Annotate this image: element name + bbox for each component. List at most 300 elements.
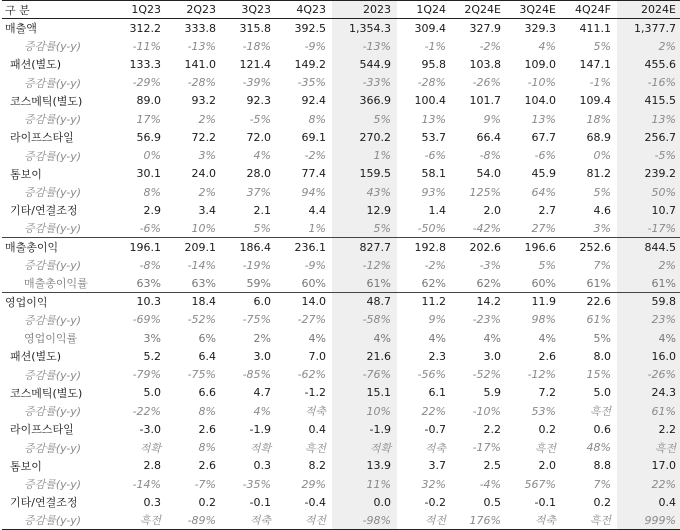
table-cell: 147.1 [579,57,611,71]
table-cell: 6.0 [222,293,277,311]
table-cell: 327.9 [469,21,501,35]
table-cell: 3.7 [428,459,446,473]
table-cell: 411.1 [579,21,611,35]
table-cell: 5.2 [143,349,161,363]
table-cell: 95.8 [421,57,446,71]
row-label: 영업이익률 [24,332,78,346]
table-cell: 92.4 [301,94,326,108]
row-label: 기타/연결조정 [10,496,78,510]
table-cell: 3.0 [483,349,501,363]
table-cell: 5% [593,39,611,53]
table-cell: 4% [538,39,556,53]
table-cell: 455.6 [617,55,680,73]
table-cell: 2% [198,112,216,126]
table-cell: 61% [586,276,611,290]
table-cell: 72.2 [191,130,216,144]
table-cell: 30.1 [136,167,161,181]
table-cell: -58% [332,311,397,329]
table-cell: -14% [187,258,216,272]
table-cell: -5% [249,112,271,126]
table-cell: 8% [143,185,161,199]
table-cell: 22% [421,404,446,418]
table-cell: 적전 [397,512,452,530]
table-row [2,384,680,402]
table-cell: 2% [253,331,271,345]
table-cell: 236.1 [277,238,332,256]
table-cell: -8% [139,258,161,272]
table-cell: 5% [538,258,556,272]
table-cell: 92.3 [246,94,271,108]
table-cell: -14% [132,477,161,491]
table-cell: 60% [531,276,556,290]
row-label: 영업이익 [2,293,112,311]
table-cell: -76% [332,366,397,384]
table-cell: 5% [332,220,397,238]
table-cell: 2.9 [143,203,161,217]
row-label: 라이프스타일 [10,131,74,145]
table-cell: 8.0 [593,349,611,363]
table-cell: 56.9 [136,130,161,144]
table-cell: 23% [617,311,680,329]
table-cell: 93% [421,185,446,199]
table-cell: 3.4 [198,203,216,217]
table-cell: -75% [242,313,271,327]
table-cell: 392.5 [294,21,326,35]
row-label: 라이프스타일 [10,423,74,437]
table-cell: 58.1 [421,167,446,181]
row-label: 증감률(y-y) [24,405,82,419]
table-cell: -6% [534,149,556,163]
table-cell: 544.9 [332,55,397,73]
table-cell: 17.0 [617,457,680,475]
table-cell: 141.0 [184,57,216,71]
table-cell: 4% [428,331,446,345]
table-cell: 8% [308,112,326,126]
row-label: 증감률(y-y) [24,368,82,382]
table-cell: -79% [132,368,161,382]
table-cell: 67.7 [531,130,556,144]
table-cell: -35% [297,76,326,90]
row-label: 패션(별도) [10,58,62,72]
table-row [2,274,680,292]
table-cell: 77.4 [301,167,326,181]
table-cell: -89% [167,512,222,530]
table-row [2,420,680,438]
table-cell: 81.2 [586,167,611,181]
table-cell: 흑전 [534,441,556,455]
row-label: 증감률(y-y) [24,313,82,327]
table-cell: 적확 [249,441,271,455]
table-cell: 0.4 [308,422,326,436]
table-cell: 43% [332,183,397,201]
row-label: 톰보이 [10,459,42,473]
table-cell: 24.0 [191,167,216,181]
table-cell: 2.2 [483,422,501,436]
table-cell: 329.3 [524,21,556,35]
table-cell: -33% [332,74,397,92]
table-cell: 121.4 [239,57,271,71]
table-cell: 29% [301,477,326,491]
table-cell: 적확 [139,441,161,455]
table-row [2,238,680,256]
table-cell: 2.0 [538,459,556,473]
table-cell: 186.4 [222,238,277,256]
table-cell: 100.4 [414,94,446,108]
table-row [2,128,680,146]
table-cell: 3% [593,221,611,235]
table-cell: 999% [617,512,680,530]
financial-table [2,0,680,530]
table-cell: 202.6 [452,238,507,256]
table-cell: 24.3 [617,384,680,402]
table-row [2,201,680,219]
table-cell: 3% [198,149,216,163]
table-cell: 22% [617,475,680,493]
table-cell: -56% [417,368,446,382]
table-cell: -0.1 [249,495,271,509]
table-row [2,329,680,347]
table-cell: -4% [479,477,501,491]
table-cell: -62% [297,368,326,382]
table-cell: 0.2 [593,495,611,509]
row-label: 증감률(y-y) [2,512,112,530]
table-cell: 13.9 [332,457,397,475]
table-cell: 적축 [304,405,326,419]
table-cell: -0.7 [424,422,446,436]
table-cell: 53.7 [421,130,446,144]
table-cell: -27% [297,313,326,327]
table-row [2,311,680,329]
table-row [2,19,680,37]
table-cell: 0% [143,149,161,163]
row-label: 패션(별도) [10,350,62,364]
table-cell: 53% [531,404,556,418]
table-cell: 22.6 [562,293,617,311]
table-cell: 252.6 [562,238,617,256]
table-cell: 4% [483,331,501,345]
table-cell: 2.1 [253,203,271,217]
table-cell: 93.2 [191,94,216,108]
table-cell: 3.0 [253,349,271,363]
table-cell: 0.5 [483,495,501,509]
table-cell: -29% [132,76,161,90]
table-cell: 37% [246,185,271,199]
table-cell: 3% [143,331,161,345]
table-cell: 2% [617,37,680,55]
table-cell: -23% [472,313,501,327]
table-cell: 59% [246,276,271,290]
table-cell: -75% [187,368,216,382]
table-cell: 315.8 [239,21,271,35]
table-cell: 10% [332,402,397,420]
row-label: 증감률(y-y) [24,149,82,163]
table-cell: 32% [421,477,446,491]
table-cell: 8.8 [593,459,611,473]
table-cell: -0.2 [424,495,446,509]
table-cell: 0.6 [593,422,611,436]
table-cell: 0.4 [617,493,680,511]
table-cell: 5.9 [483,386,501,400]
table-cell: 63% [136,276,161,290]
table-cell: 66.4 [476,130,501,144]
table-cell: 125% [469,185,501,199]
table-cell: 적축 [507,512,562,530]
row-label: 증감률(y-y) [24,259,82,273]
table-cell: 176% [452,512,507,530]
table-cell: 256.7 [617,128,680,146]
table-cell: 4% [538,331,556,345]
table-row [2,110,680,128]
table-row [2,55,680,73]
table-row [2,347,680,365]
table-cell: 309.4 [414,21,446,35]
table-cell: 62% [421,276,446,290]
table-row [2,293,680,311]
table-row [2,457,680,475]
table-row [2,439,680,457]
table-cell: 적확 [332,439,397,457]
table-cell: 6.1 [428,386,446,400]
table-cell: -6% [424,149,446,163]
header-label: 구 분 [2,1,112,19]
table-cell: 104.0 [524,94,556,108]
table-cell: 15.1 [332,384,397,402]
table-cell: 흑전 [589,405,611,419]
table-cell: 333.8 [184,21,216,35]
table-cell: 21.6 [332,347,397,365]
table-cell: 4% [332,329,397,347]
header-period: 1Q23 [112,1,167,19]
table-cell: 14.0 [277,293,332,311]
table-cell: 적축 [424,441,446,455]
table-cell: -6% [139,221,161,235]
table-cell: 5% [332,110,397,128]
table-cell: 61% [617,402,680,420]
table-cell: 209.1 [167,238,222,256]
table-cell: 9% [428,313,446,327]
row-label: 톰보이 [10,167,42,181]
table-cell: 89.0 [136,94,161,108]
row-label: 매출총이익 [2,238,112,256]
table-cell: 8% [198,441,216,455]
table-cell: 4.4 [308,203,326,217]
table-cell: 11% [332,475,397,493]
table-cell: -26% [472,76,501,90]
table-cell: -10% [527,76,556,90]
table-cell: -13% [187,39,216,53]
table-cell: 27% [531,221,556,235]
table-cell: -16% [617,74,680,92]
table-cell: -11% [132,39,161,53]
table-cell: -28% [417,76,446,90]
table-cell: 5% [593,331,611,345]
table-cell: -12% [332,256,397,274]
table-cell: -2% [479,39,501,53]
table-cell: 흑전 [304,441,326,455]
row-label: 증감률(y-y) [24,113,82,127]
table-row [2,366,680,384]
table-cell: 567% [524,477,556,491]
table-cell: -13% [332,37,397,55]
table-cell: 59.8 [617,293,680,311]
table-cell: -5% [617,147,680,165]
table-cell: 7% [593,477,611,491]
header-period: 4Q23 [277,1,332,19]
table-cell: 18% [586,112,611,126]
header-period: 2Q23 [167,1,222,19]
table-cell: 8.2 [308,459,326,473]
table-cell: 0% [593,149,611,163]
table-cell: -0.1 [534,495,556,509]
table-cell: -39% [242,76,271,90]
table-cell: 적전 [277,512,332,530]
table-cell: 5% [253,221,271,235]
header-period: 3Q23 [222,1,277,19]
row-label: 증감률(y-y) [24,478,82,492]
table-cell: 13% [421,112,446,126]
header-row [2,1,680,19]
table-cell: 61% [332,274,397,292]
table-cell: 1% [332,147,397,165]
table-row [2,220,680,238]
table-cell: -50% [417,221,446,235]
table-cell: 62% [476,276,501,290]
table-cell: -69% [132,313,161,327]
table-row [2,475,680,493]
table-cell: 4% [617,329,680,347]
table-row [2,92,680,110]
table-cell: 2.5 [483,459,501,473]
table-cell: 11.2 [397,293,452,311]
table-cell: 18.4 [167,293,222,311]
row-label: 증감률(y-y) [24,441,82,455]
table-cell: 0.3 [143,495,161,509]
table-cell: 13% [617,110,680,128]
table-row [2,147,680,165]
table-cell: -3.0 [139,422,161,436]
table-cell: -1.2 [304,386,326,400]
table-cell: -18% [242,39,271,53]
table-cell: -52% [472,368,501,382]
table-cell: 1% [308,221,326,235]
table-cell: -28% [187,76,216,90]
table-cell: 48.7 [332,293,397,311]
table-row [2,493,680,511]
header-period: 1Q24 [397,1,452,19]
table-row [2,165,680,183]
table-cell: 4.6 [593,203,611,217]
table-row [2,256,680,274]
table-row [2,37,680,55]
row-label: 코스메틱(별도) [10,386,83,400]
table-cell: 11.9 [507,293,562,311]
row-label: 증감률(y-y) [24,40,82,54]
table-cell: 28.0 [246,167,271,181]
table-cell: 적축 [222,512,277,530]
table-cell: 2.8 [143,459,161,473]
table-cell: 6% [198,331,216,345]
table-cell: 827.7 [332,238,397,256]
table-cell: 312.2 [129,21,161,35]
table-cell: 94% [301,185,326,199]
header-period: 2024E [617,1,680,19]
header-period: 3Q24E [507,1,562,19]
table-cell: -1% [424,39,446,53]
table-cell: 14.2 [452,293,507,311]
table-cell: 63% [191,276,216,290]
header-period: 2023 [332,1,397,19]
table-cell: 54.0 [476,167,501,181]
table-cell: 10.7 [617,201,680,219]
table-cell: 149.2 [294,57,326,71]
table-cell: 109.0 [524,57,556,71]
table-cell: 2.3 [428,349,446,363]
table-cell: 98% [531,313,556,327]
table-cell: 10% [191,221,216,235]
table-cell: 5% [593,185,611,199]
table-cell: -26% [617,366,680,384]
table-cell: 9% [483,112,501,126]
table-cell: 45.9 [531,167,556,181]
table-cell: -52% [187,313,216,327]
table-cell: 0.0 [332,493,397,511]
table-cell: -35% [242,477,271,491]
table-cell: 5.0 [143,386,161,400]
table-cell: 366.9 [332,92,397,110]
table-cell: 7% [593,258,611,272]
table-cell: 2.6 [198,459,216,473]
table-cell: 2.7 [538,203,556,217]
table-cell: -8% [479,149,501,163]
table-cell: 흑전 [562,512,617,530]
table-cell: 196.6 [507,238,562,256]
table-row [2,183,680,201]
table-cell: 2.6 [538,349,556,363]
table-cell: 1.4 [428,203,446,217]
table-cell: 10.3 [112,293,167,311]
table-cell: 48% [586,441,611,455]
table-cell: 4% [308,331,326,345]
table-cell: -98% [332,512,397,530]
table-cell: 15% [586,368,611,382]
table-cell: -3% [479,258,501,272]
table-cell: 50% [617,183,680,201]
table-cell: -12% [527,368,556,382]
table-cell: -2% [424,258,446,272]
header-period: 4Q24F [562,1,617,19]
table-cell: -1.9 [332,420,397,438]
table-cell: 101.7 [469,94,501,108]
row-label: 코스메틱(별도) [10,94,83,108]
row-label: 기타/연결조정 [10,204,78,218]
table-cell: 109.4 [579,94,611,108]
table-cell: 6.4 [198,349,216,363]
table-cell: -19% [242,258,271,272]
table-cell: 2% [617,256,680,274]
table-row [2,402,680,420]
table-cell: -7% [194,477,216,491]
table-cell: 6.6 [198,386,216,400]
table-cell: 흑전 [112,512,167,530]
table-cell: 0.3 [253,459,271,473]
table-cell: 1,377.7 [617,19,680,37]
table-cell: -22% [132,404,161,418]
table-cell: -1% [589,76,611,90]
table-cell: -2% [304,149,326,163]
table-cell: 68.9 [586,130,611,144]
table-cell: 16.0 [617,347,680,365]
table-cell: 239.2 [617,165,680,183]
